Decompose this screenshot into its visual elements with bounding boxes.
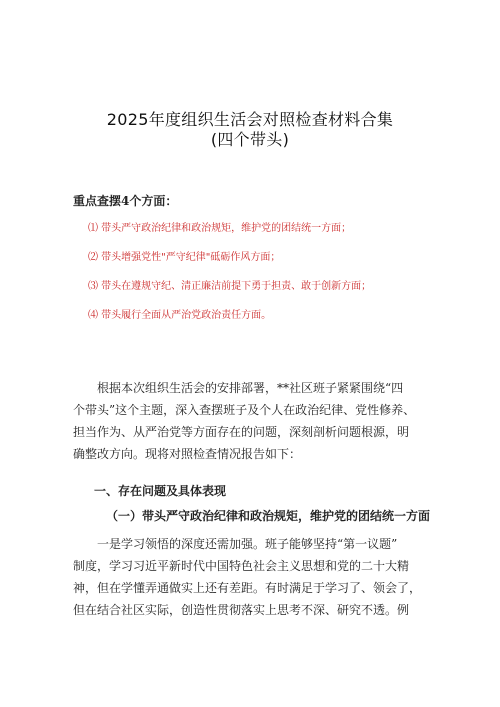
subsection-heading: （一）带头严守政治纪律和政治规矩，维护党的团结统一方面 [106,509,431,523]
document-subtitle: (四个带头) [210,130,290,149]
text-line: 制度，学习习近平新时代中国特色社会主义思想和党的二十大精 [73,559,410,573]
focus-heading: 重点查摆4个方面： [73,194,178,208]
section-heading: 一、存在问题及具体表现 [94,484,227,498]
document-title: 2025年度组织生活会对照检查材料合集 [106,110,394,129]
body-paragraph [73,533,435,621]
text-line: 确整改方向。现将对照检查情况报告如下： [73,447,302,461]
focus-item: ⑶ 带头在遵规守纪、清正廉洁前提下勇于担责、敢于创新方面； [88,281,372,292]
text-line: 个带头”这个主题，深入查摆班子及个人在政治纪律、党性修养、 [73,403,416,417]
text-line: 神，但在学懂弄通做实上还有差距。有时满足于学习了、领会了， [73,581,422,595]
text-line: 根据本次组织生活会的安排部署，**社区班子紧紧围绕“四 [73,381,404,395]
focus-item: ⑵ 带头增强党性"严守纪律"砥砺作风方面； [88,252,281,263]
focus-item: ⑷ 带头履行全面从严治党政治责任方面。 [88,310,272,321]
focus-item: ⑴ 带头严守政治纪律和政治规矩，维护党的团结统一方面； [88,223,352,234]
text-line: 担当作为、从严治党等方面存在的问题，深刻剖析问题根源，明 [73,425,410,439]
focus-list [88,222,371,338]
text-line: 但在结合社区实际，创造性贯彻落实上思考不深、研究不透。例 [73,603,410,617]
text-line: 一是学习领悟的深度还需加强。班子能够坚持“第一议题” [73,537,398,551]
intro-paragraph [73,377,435,465]
